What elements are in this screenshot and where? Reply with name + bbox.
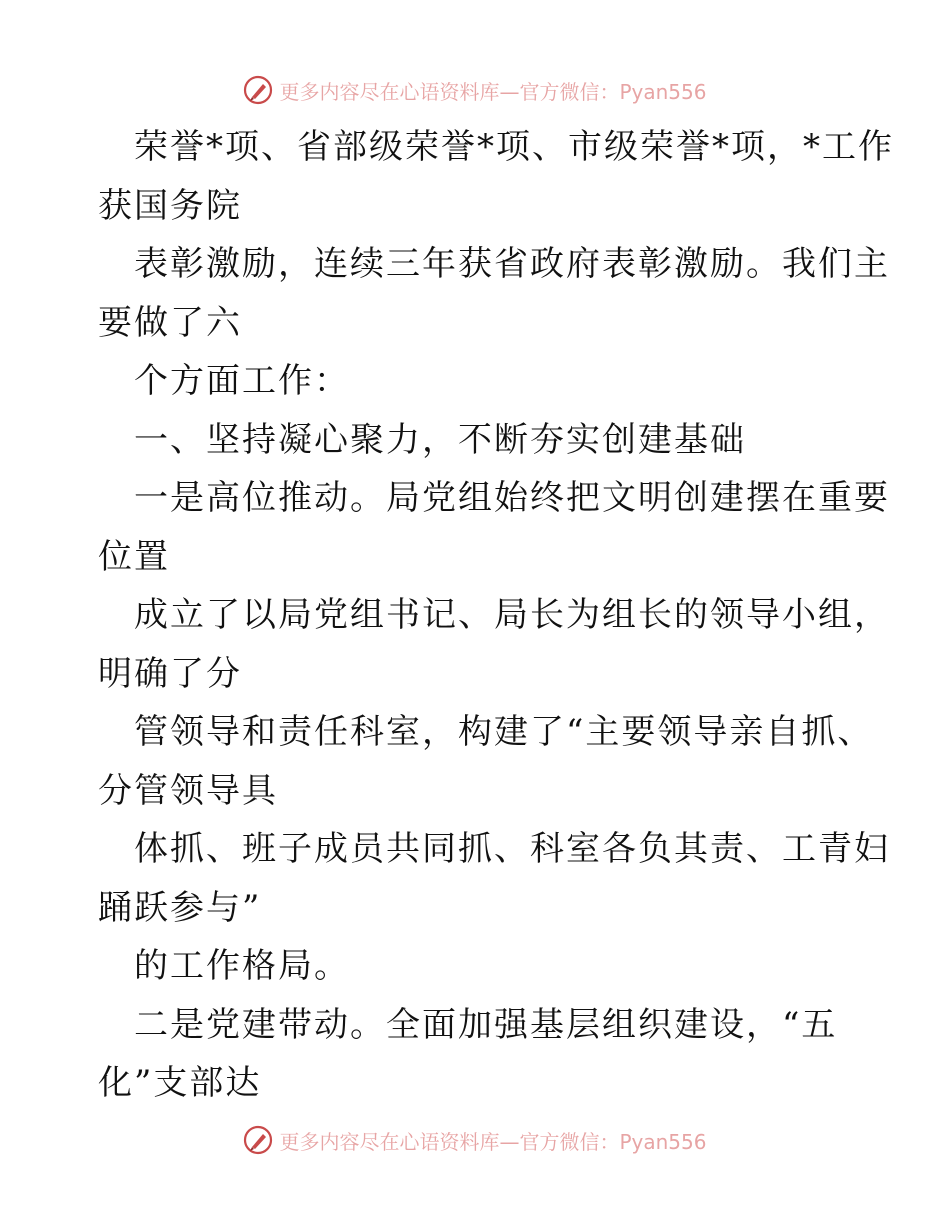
header-banner [0,70,950,110]
text-line: 荣誉*项、省部级荣誉*项、市级荣誉*项，*工作 [134,127,894,167]
text-line: 踊跃参与” [98,887,262,928]
text-line: 管领导和责任科室，构建了“主要领导亲自抓、 [134,712,874,752]
text-line: 分管领导具 [98,770,278,811]
text-line: 明确了分 [98,653,242,694]
quill-logo-icon [243,75,273,105]
text-line: 一是高位推动。局党组始终把文明创建摆在重要 [134,478,890,518]
footer-banner [0,1120,950,1160]
text-line: 体抓、班子成员共同抓、科室各负其责、工青妇 [134,829,890,869]
text-line: 一、坚持凝心聚力，不断夯实创建基础 [134,419,746,460]
text-line: 表彰激励，连续三年获省政府表彰激励。我们主 [134,244,890,284]
text-line: 个方面工作： [134,361,350,401]
text-line: 要做了六 [98,302,242,343]
text-line: 化”支部达 [98,1063,262,1103]
text-line: 位置 [98,536,170,577]
footer-banner-text: 更多内容尽在心语资料库—官方微信：Pyan556 [279,1129,707,1154]
quill-logo-icon [243,1125,273,1155]
document-body [98,118,894,1113]
text-line: 成立了以局党组书记、局长为组长的领导小组， [134,595,890,635]
text-line: 二是党建带动。全面加强基层组织建设，“五 [134,1004,838,1045]
text-line: 获国务院 [98,185,242,226]
header-banner-text: 更多内容尽在心语资料库—官方微信：Pyan556 [279,79,707,104]
text-line: 的工作格局。 [134,946,350,986]
